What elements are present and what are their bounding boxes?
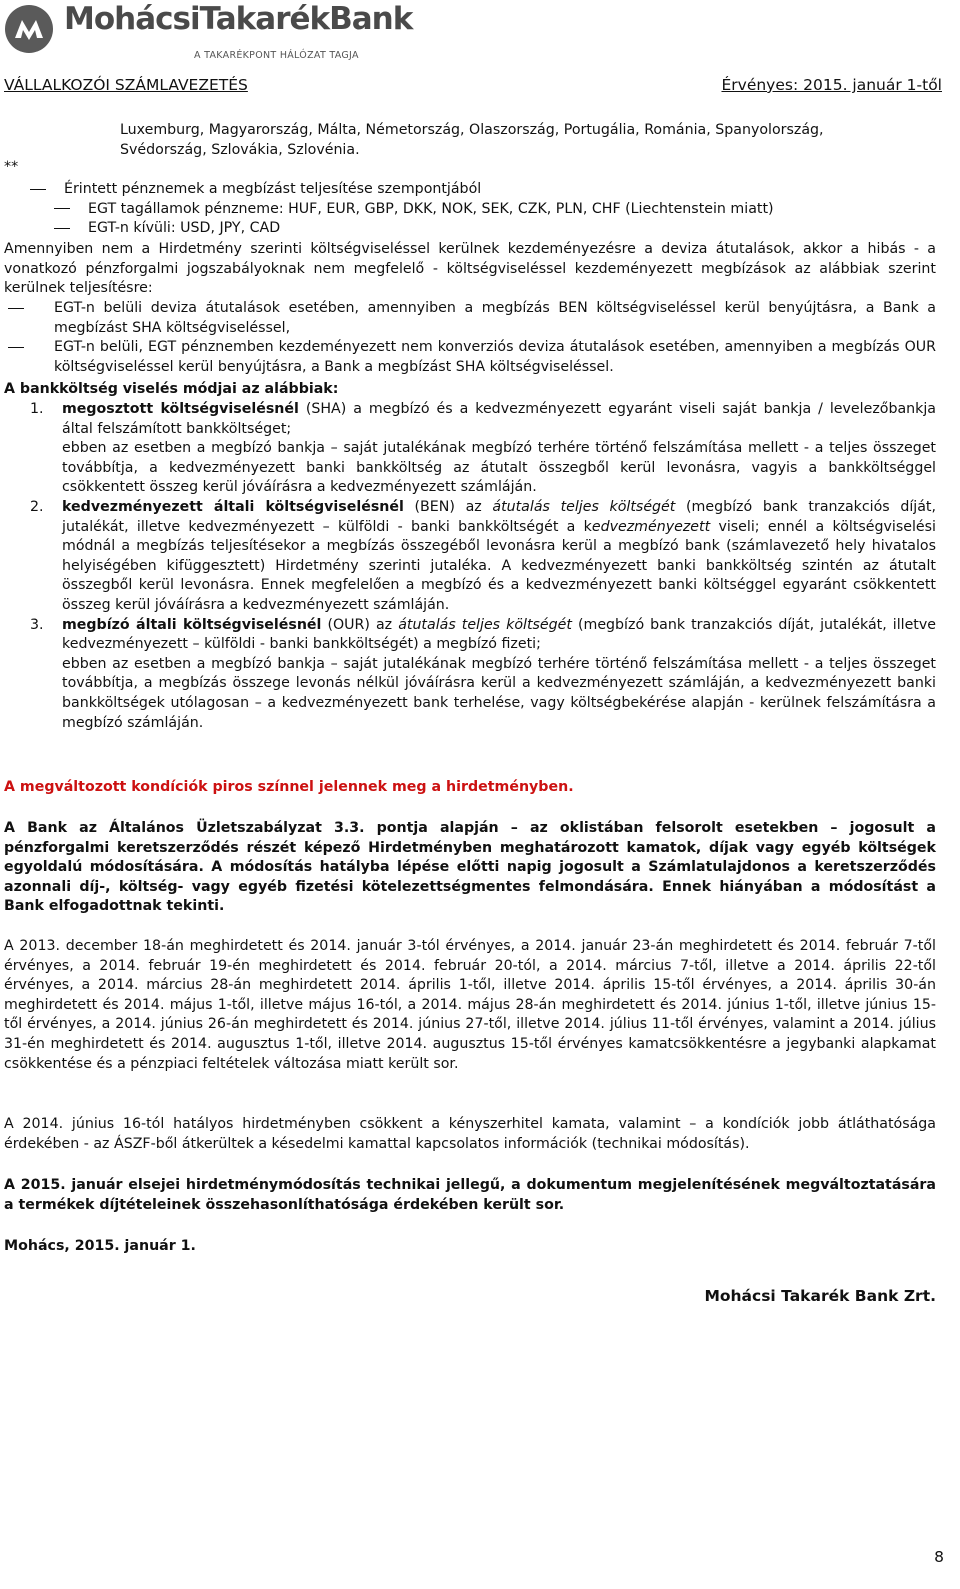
- currency-item-non-egt: [54, 219, 936, 239]
- currency-item-egt: [54, 200, 936, 220]
- rule-text-1: EGT-n belüli deviza átutalások esetében, amennyiben a megbízás BEN költségviseléssel kerül benyújtásra, a Bank a megbízást SHA költségviseléssel,: [54, 300, 936, 336]
- mode-number: 1.: [30, 401, 44, 417]
- page-number: 8: [934, 1548, 944, 1566]
- validity-date: Érvényes: 2015. január 1-től: [721, 76, 942, 94]
- country-line-1: Luxemburg, Magyarország, Málta, Németország, Olaszország, Portugália, Románia, Spanyolország,: [120, 122, 824, 138]
- terms-note: A Bank az Általános Üzletszabályzat 3.3. pontja alapján – az oklistában felsorolt esetekben – jogosult a pénzforgalmi keretszerződés részét képező Hirdetményben meghatározott kamatok, díjak vagy egyéb költségek egyoldalú módosítására. A módosítás hatályba lépése előtti napig jogosult a Számlatulajdonos a keretszerződés azonnali díj-, költség- vagy egyéb fizetési kötelezettségmentes felmondására. Ennek hiányában a módosítást a Bank elfogadottnak tekinti.: [4, 820, 936, 915]
- intro-paragraph: Amennyiben nem a Hirdetmény szerinti költségviseléssel kerülnek kezdeményezésre a deviza átutalások, akkor a hibás - a vonatkozó pénzforgalmi jogszabályoknak nem megfelelő - költségviseléssel kezdeményezett megbízások az alábbiak szerint kerülnek teljesítésre:: [4, 241, 936, 297]
- bank-logo: [4, 1, 413, 61]
- logo-wordmark: MohácsiTakarékBank: [64, 1, 413, 37]
- modes-list: [4, 400, 936, 733]
- rule-text-2: EGT-n belüli, EGT pénznemben kezdeményezett nem konverziós deviza átutalások esetében, amennyiben a megbízás OUR költségviseléssel kerül benyújtásra, a Bank a megbízást SHA költségviseléssel.: [54, 339, 936, 375]
- mode-number: 2.: [30, 498, 44, 515]
- dash-icon: [8, 308, 24, 309]
- mode-term: megosztott költségviselésnél: [62, 401, 299, 417]
- currency-item-title: [30, 180, 936, 200]
- mode-desc: (SHA) a megbízó és a kedvezményezett egyaránt viseli saját bankja / levelezőbankja által felszámított bankköltséget;: [62, 401, 937, 437]
- mode-desc-italic: átutalás teljes költségét: [398, 616, 572, 633]
- currency-non-egt-text: EGT-n kívüli: USD, JPY, CAD: [88, 220, 281, 237]
- currency-section: [4, 180, 936, 239]
- changed-conditions-note: A megváltozott kondíciók piros színnel jelennek meg a hirdetményben.: [4, 779, 574, 795]
- section-title: VÁLLALKOZÓI SZÁMLAVEZETÉS: [4, 76, 248, 94]
- dash-icon: [54, 228, 70, 229]
- currency-egt-text: EGT tagállamok pénzneme: HUF, EUR, GBP, DKK, NOK, SEK, CZK, PLN, CHF (Liechtenstein miatt): [88, 200, 774, 217]
- country-line-2: Svédország, Szlovákia, Szlovénia.: [120, 141, 360, 158]
- mode-item-ben: [4, 498, 936, 616]
- mode-desc-italic: átutalás teljes költségét: [492, 498, 676, 515]
- logo-tagline: A TAKARÉKPONT HÁLÓZAT TAGJA: [194, 50, 359, 61]
- mode-term: megbízó általi költségviselésnél: [62, 616, 322, 633]
- country-list: [4, 121, 936, 160]
- mode-item-our: [4, 616, 936, 734]
- mode-item-sha: [4, 400, 936, 498]
- mode-desc: (BEN) az: [403, 498, 493, 515]
- mode-number: 3.: [30, 616, 44, 633]
- modes-title: A bankköltség viselés módjai az alábbiak:: [4, 381, 339, 397]
- mode-term: kedvezményezett általi költségviselésnél: [62, 498, 404, 515]
- rule-item: [4, 299, 936, 338]
- rules-list: [4, 299, 936, 377]
- history-paragraph-1: A 2013. december 18-án meghirdetett és 2014. január 3-tól érvényes, a 2014. január 23-án meghirdetett és 2014. február 7-től érvényes, a 2014. február 19-én meghirdetett és 2014. február 20-tól, a 2014. március 7-től, illetve a 2014. április 22-től érvényes, a 2014. március 28-án meghirdetett 2014. április 1-től, illetve 2014. április 15-től érvényes, a 2014. április 30-án meghirdetett és 2014. május 1-től, illetve május 16-tól, a 2014. május 28-án meghirdetett és 2014. június 1-től, illetve június 15-től érvényes, a 2014. június 26-án meghirdetett és 2014. június 27-től, illetve 2014. július 11-től érvényes, valamint a 2014. július 31-én meghirdetett és 2014. augusztus 1-től, illetve 2014. augusztus 15-től érvényes kamatcsökkentésre a jegybanki alapkamat csökkentése és a pénzpiaci feltételek változása miatt került sor.: [4, 938, 936, 1072]
- history-paragraph-3: A 2015. január elsejei hirdetménymódosítás technikai jellegű, a dokumentum megjelenítésének megváltoztatására a termékek díjtételeinek összehasonlíthatósága érdekében került sor.: [4, 1177, 936, 1213]
- place-date: Mohács, 2015. január 1.: [4, 1238, 196, 1254]
- mode-desc-italic: edvezményezett: [591, 518, 711, 535]
- logo-mark-icon: [4, 4, 54, 54]
- dash-icon: [8, 347, 24, 348]
- mode-desc: viseli; ennél a költségviselési módnál a megbízás teljesítésekor a megbízás összegéből levonásra kerül a megbízó bank (számlavezető hely hivatalos helyiségében kifüggesztett) Hirdetmény szerinti jutaléka. A kedvezményezett banki bankköltség szintén az átutalt összegből kerül levonásra. Ennek megfelelően a megbízó és a kedvezményezett banki költséggel egyaránt csökkentett összeg kerül jóváírásra a kedvezményezett számláján.: [62, 518, 936, 613]
- mode-detail: ebben az esetben a megbízó bankja – saját jutalékának megbízó terhére történő felszámítása mellett - a teljes összeget továbbítja, a kedvezményezett banki bankköltség az átutalt összegből kerül levonásra, vagyis a bankköltséggel csökkentett összeg kerül jóváírásra a kedvezményezett számláján.: [62, 440, 936, 496]
- currency-title: Érintett pénznemek a megbízást teljesítése szempontjából: [64, 181, 482, 197]
- dash-icon: [30, 189, 46, 190]
- history-paragraph-2: A 2014. június 16-tól hatályos hirdetményben csökkent a kényszerhitel kamata, valamint – a kondíciók jobb átláthatósága érdekében - az ÁSZF-ből átkerültek a késedelmi kamattal kapcsolatos információk (technikai módosítás).: [4, 1116, 936, 1152]
- mode-desc: (megbízó bank tranzakciós díját, jutalékát, illetve kedvezményezett – külföldi - banki bankköltségét a k: [62, 498, 936, 535]
- footnote-marker: **: [4, 159, 19, 175]
- rule-item: [4, 338, 936, 377]
- mode-detail: ebben az esetben a megbízó bankja – saját jutalékának megbízó terhére történő felszámítása mellett - a teljes összeget továbbítja, a megbízás összege levonás nélkül jóváírásra kerül a kedvezményezett számláján, a kedvezményezett banki bankköltségek utólagosan – a kedvezményezett bank terhelése, vagy költségbekérése alapján - kerülnek felszámításra a megbízó számláján.: [62, 655, 936, 731]
- mode-desc: (OUR) az: [321, 616, 399, 633]
- mode-desc: (megbízó bank tranzakciós díját, jutalékát, illetve kedvezményezett – külföldi - banki bankköltségét) a megbízó fizeti;: [62, 616, 936, 653]
- dash-icon: [54, 208, 70, 209]
- signature: Mohácsi Takarék Bank Zrt.: [704, 1287, 936, 1305]
